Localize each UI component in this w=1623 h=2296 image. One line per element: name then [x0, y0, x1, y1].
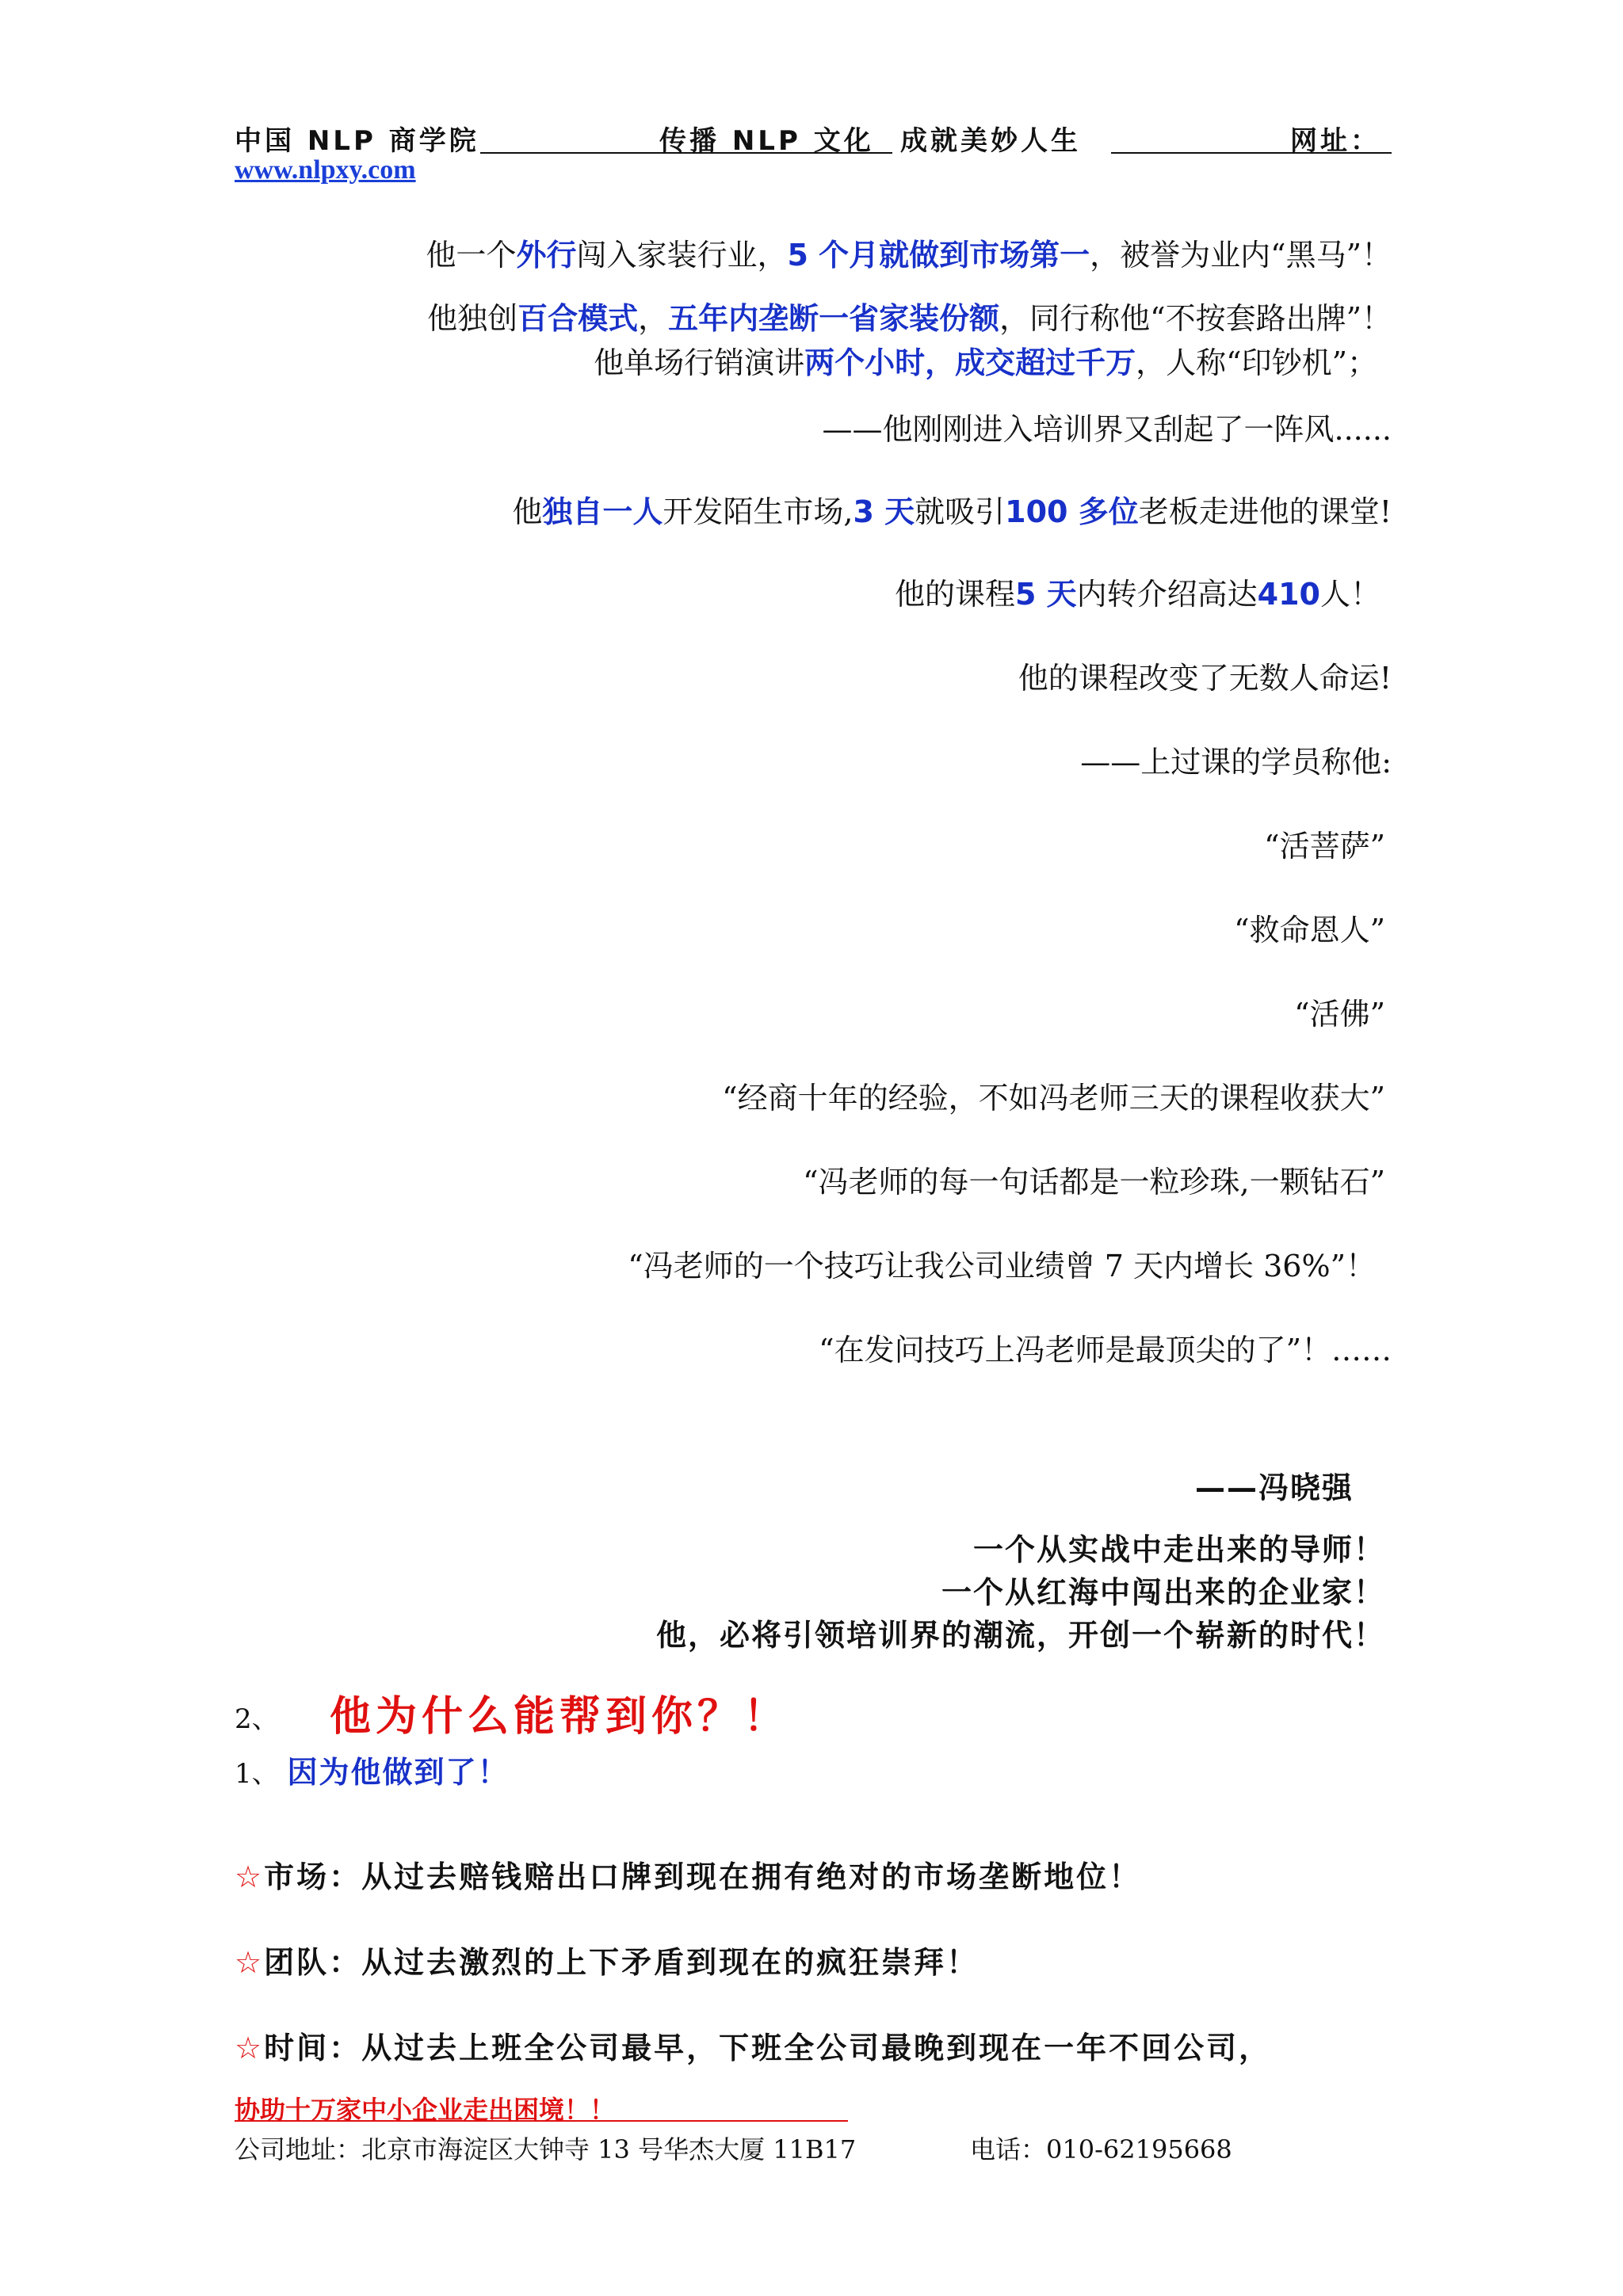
- quote-7: “在发问技巧上冯老师是最顶尖的了”！……: [819, 1333, 1392, 1367]
- intro-line-7: 他的课程改变了无数人命运!: [1018, 661, 1392, 696]
- quote-4: “经商十年的经验，不如冯老师三天的课程收获大”: [722, 1081, 1385, 1116]
- subsection-1-heading: [235, 1748, 509, 1791]
- subsection-title: 因为他做到了！: [287, 1755, 510, 1790]
- header-slogan-1: 传播 NLP 文化: [659, 125, 874, 157]
- intro-line-6: 他的课程5 天内转介绍高达410人！: [894, 577, 1381, 612]
- star-icon: ☆: [235, 1859, 265, 1894]
- quote-6: “冯老师的一个技巧让我公司业绩曾 7 天内增长 36%”！: [628, 1249, 1376, 1283]
- star-icon: ☆: [235, 1945, 265, 1980]
- intro-line-3: 他单场行销演讲两个小时，成交超过千万，人称“印钞机”；: [594, 345, 1377, 380]
- footer-slogan: 协助十万家中小企业走出困境！！: [235, 2095, 616, 2125]
- quote-1: “活菩萨”: [1264, 829, 1385, 864]
- header-slogan-2: 成就美妙人生: [900, 125, 1081, 157]
- section-title: 他为什么能帮到你？！: [330, 1693, 790, 1741]
- page-header: [235, 119, 1392, 157]
- list-item: ☆团队：从过去激烈的上下矛盾到现在的疯狂崇拜！: [235, 1945, 980, 1980]
- signature-line-2: 一个从红海中闯出来的企业家！: [941, 1575, 1385, 1610]
- quote-5: “冯老师的每一句话都是一粒珍珠,一颗钻石”: [803, 1165, 1385, 1199]
- subsection-number: 1、: [235, 1758, 279, 1790]
- signature-name: ——冯晓强: [1194, 1470, 1354, 1505]
- intro-line-1: 他一个外行闯入家装行业，5 个月就做到市场第一，被誉为业内“黑马”！: [426, 238, 1392, 273]
- footer-rule: [235, 2120, 848, 2122]
- footer-contact: [235, 2130, 1232, 2166]
- header-url-link[interactable]: www.nlpxy.com: [235, 155, 416, 185]
- signature-line-1: 一个从实战中走出来的导师！: [972, 1532, 1385, 1567]
- list-item: ☆市场：从过去赔钱赔出口牌到现在拥有绝对的市场垄断地位！: [235, 1859, 1142, 1894]
- intro-line-4: ——他刚刚进入培训界又刮起了一阵风......: [822, 412, 1392, 447]
- footer-phone: 电话：010-62195668: [970, 2134, 1232, 2164]
- intro-line-8: ——上过课的学员称他:: [1080, 745, 1392, 780]
- intro-line-5: 他独自一人开发陌生市场,3 天就吸引100 多位老板走进他的课堂!: [512, 494, 1392, 529]
- quote-3: “活佛”: [1294, 997, 1385, 1032]
- header-school-name: 中国 NLP 商学院: [235, 125, 479, 157]
- quote-2: “救命恩人”: [1234, 913, 1385, 948]
- section-number: 2、: [235, 1703, 279, 1735]
- intro-line-2: 他独创百合模式，五年内垄断一省家装份额，同行称他“不按套路出牌”！: [427, 301, 1392, 336]
- footer-address: 公司地址：北京市海淀区大钟寺 13 号华杰大厦 11B17: [235, 2134, 857, 2164]
- list-item: ☆时间：从过去上班全公司最早，下班全公司最晚到现在一年不回公司，: [235, 2031, 1272, 2065]
- header-url-label: 网址：: [1290, 125, 1381, 157]
- signature-line-3: 他，必将引领培训界的潮流，开创一个崭新的时代！: [655, 1618, 1385, 1653]
- star-icon: ☆: [235, 2031, 265, 2065]
